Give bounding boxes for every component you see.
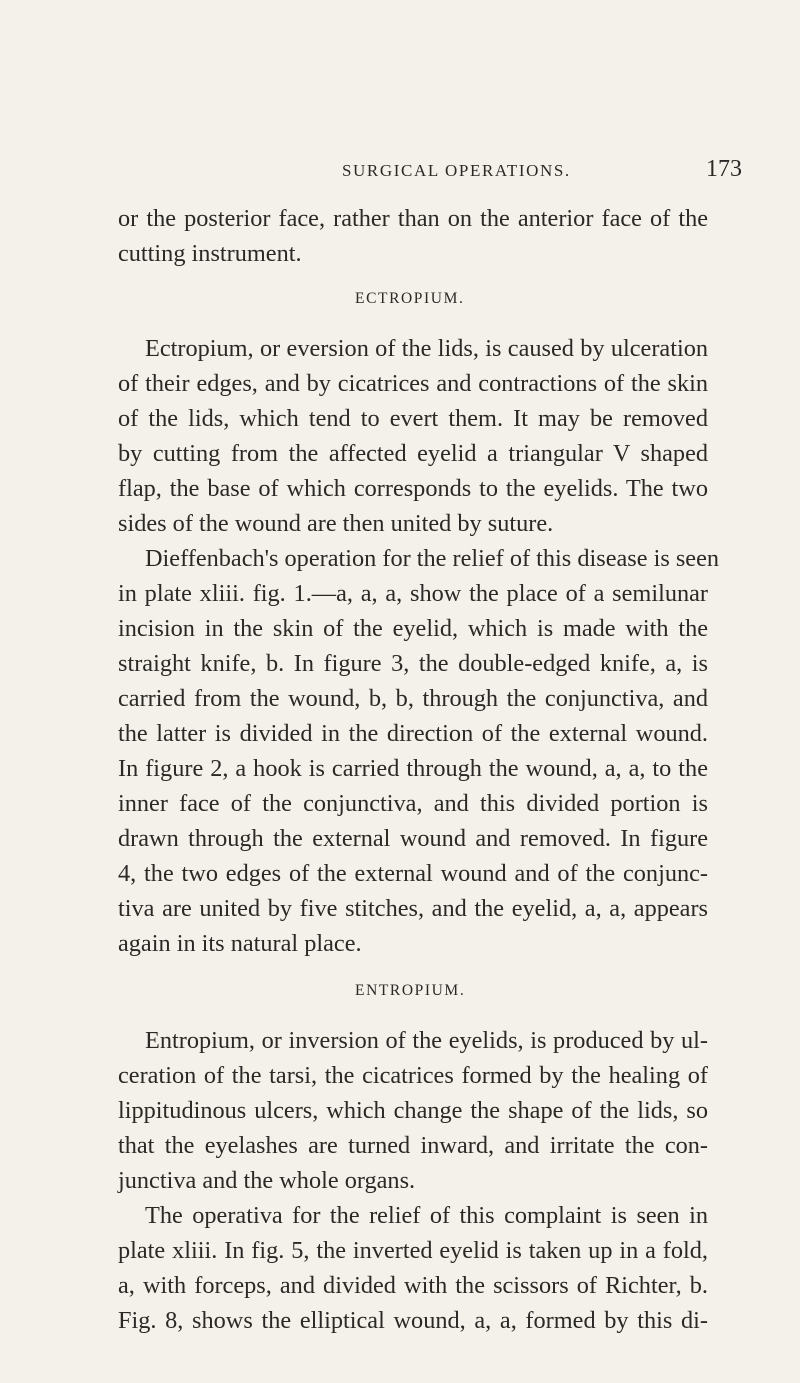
text-line: ceration of the tarsi, the cicatrices formed by the healing of	[118, 1062, 708, 1089]
text-line: that the eyelashes are turned inward, and irritate the con-	[118, 1132, 708, 1159]
text-line: the latter is divided in the direction of the external wound.	[118, 720, 708, 747]
text-line: of their edges, and by cicatrices and contractions of the skin	[118, 370, 708, 397]
text-line: lippitudinous ulcers, which change the shape of the lids, so	[118, 1097, 708, 1124]
text-line: Entropium, or inversion of the eyelids, is produced by ul-	[145, 1027, 708, 1054]
text-line: plate xliii. In fig. 5, the inverted eyelid is taken up in a fold,	[118, 1237, 708, 1264]
text-line: Ectropium, or eversion of the lids, is caused by ulceration	[145, 335, 708, 362]
text-line: junctiva and the whole organs.	[118, 1167, 416, 1194]
text-line: Fig. 8, shows the elliptical wound, a, a, formed by this di-	[118, 1307, 708, 1334]
section-heading-ectropium: ECTROPIUM.	[355, 290, 465, 307]
text-line: tiva are united by five stitches, and the eyelid, a, a, appears	[118, 895, 708, 922]
text-line: again in its natural place.	[118, 930, 362, 957]
text-line: flap, the base of which corresponds to the eyelids. The two	[118, 475, 708, 502]
page-number: 173	[706, 156, 742, 182]
text-line: cutting instrument.	[118, 240, 302, 267]
text-line: carried from the wound, b, b, through the conjunctiva, and	[118, 685, 708, 712]
section-heading-entropium: ENTROPIUM.	[355, 982, 466, 999]
text-line: sides of the wound are then united by suture.	[118, 510, 554, 537]
running-title: SURGICAL OPERATIONS.	[342, 161, 571, 180]
text-line: The operativa for the relief of this complaint is seen in	[145, 1202, 708, 1229]
text-line: Dieffenbach's operation for the relief of this disease is seen	[145, 545, 720, 572]
text-line: in plate xliii. fig. 1.—a, a, a, show the place of a semilunar	[118, 580, 708, 607]
text-line: 4, the two edges of the external wound and of the conjunc-	[118, 860, 708, 887]
text-line: of the lids, which tend to evert them. It may be removed	[118, 405, 708, 432]
text-line: by cutting from the affected eyelid a triangular V shaped	[118, 440, 708, 467]
text-line: or the posterior face, rather than on the anterior face of the	[118, 205, 708, 232]
text-line: inner face of the conjunctiva, and this divided portion is	[118, 790, 708, 817]
text-line: In figure 2, a hook is carried through the wound, a, a, to the	[118, 755, 708, 782]
text-line: incision in the skin of the eyelid, which is made with the	[118, 615, 708, 642]
text-line: a, with forceps, and divided with the scissors of Richter, b.	[118, 1272, 708, 1299]
text-line: drawn through the external wound and removed. In figure	[118, 825, 708, 852]
text-line: straight knife, b. In figure 3, the double-edged knife, a, is	[118, 650, 708, 677]
